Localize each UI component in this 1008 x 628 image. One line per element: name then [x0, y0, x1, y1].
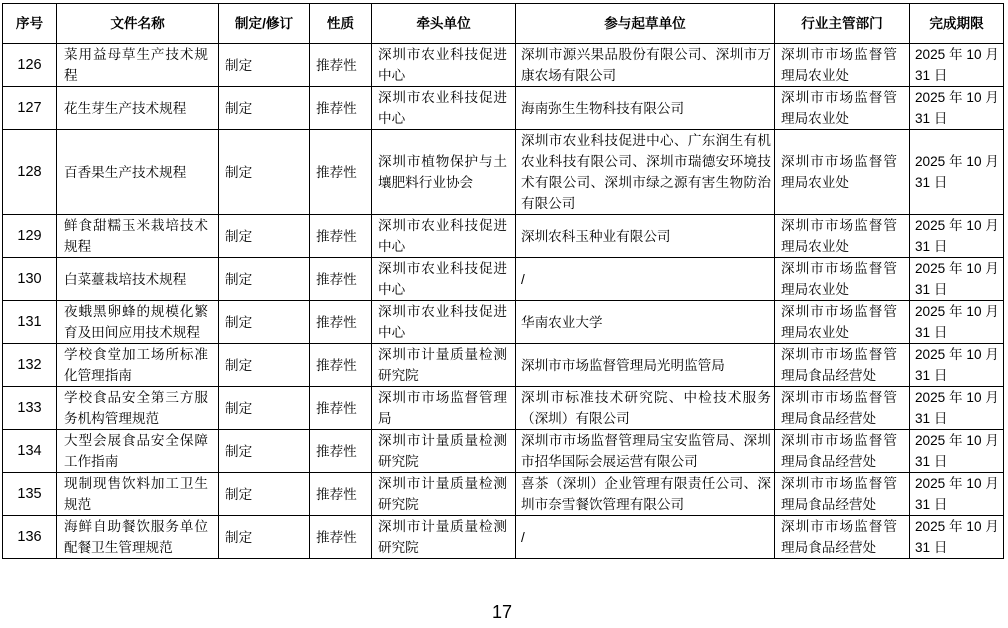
cell-formulate-revise: 制定 — [219, 387, 310, 430]
cell-deadline: 2025 年 10 月 31 日 — [910, 215, 1004, 258]
cell-competent-department: 深圳市市场监督管理局农业处 — [775, 87, 910, 130]
cell-competent-department: 深圳市市场监督管理局食品经营处 — [775, 430, 910, 473]
header-deadline: 完成期限 — [910, 4, 1004, 44]
cell-nature: 推荐性 — [310, 301, 372, 344]
cell-serial-number: 127 — [3, 87, 57, 130]
cell-deadline: 2025 年 10 月 31 日 — [910, 301, 1004, 344]
cell-document-name: 学校食堂加工场所标准化管理指南 — [57, 344, 219, 387]
cell-document-name: 学校食品安全第三方服务机构管理规范 — [57, 387, 219, 430]
cell-deadline: 2025 年 10 月 31 日 — [910, 130, 1004, 215]
cell-document-name: 现制现售饮料加工卫生规范 — [57, 473, 219, 516]
cell-competent-department: 深圳市市场监督管理局农业处 — [775, 258, 910, 301]
cell-competent-department: 深圳市市场监督管理局农业处 — [775, 301, 910, 344]
cell-document-name: 海鲜自助餐饮服务单位配餐卫生管理规范 — [57, 516, 219, 559]
cell-serial-number: 132 — [3, 344, 57, 387]
cell-nature: 推荐性 — [310, 387, 372, 430]
cell-serial-number: 126 — [3, 44, 57, 87]
cell-serial-number: 134 — [3, 430, 57, 473]
cell-lead-unit: 深圳市农业科技促进中心 — [372, 44, 516, 87]
cell-participating-units: / — [516, 516, 775, 559]
cell-participating-units: 深圳农科玉种业有限公司 — [516, 215, 775, 258]
cell-document-name: 白菜薹栽培技术规程 — [57, 258, 219, 301]
cell-formulate-revise: 制定 — [219, 87, 310, 130]
cell-lead-unit: 深圳市农业科技促进中心 — [372, 215, 516, 258]
cell-participating-units: 深圳市标准技术研究院、中检技术服务（深圳）有限公司 — [516, 387, 775, 430]
cell-competent-department: 深圳市市场监督管理局食品经营处 — [775, 473, 910, 516]
cell-deadline: 2025 年 10 月 31 日 — [910, 516, 1004, 559]
cell-nature: 推荐性 — [310, 44, 372, 87]
cell-formulate-revise: 制定 — [219, 344, 310, 387]
cell-formulate-revise: 制定 — [219, 473, 310, 516]
cell-participating-units: 华南农业大学 — [516, 301, 775, 344]
cell-serial-number: 131 — [3, 301, 57, 344]
cell-deadline: 2025 年 10 月 31 日 — [910, 430, 1004, 473]
cell-formulate-revise: 制定 — [219, 258, 310, 301]
cell-participating-units: 深圳市农业科技促进中心、广东润生有机农业科技有限公司、深圳市瑞德安环境技术有限公司、深圳市绿之源有害生物防治有限公司 — [516, 130, 775, 215]
cell-participating-units: 喜茶（深圳）企业管理有限责任公司、深圳市奈雪餐饮管理有限公司 — [516, 473, 775, 516]
cell-nature: 推荐性 — [310, 258, 372, 301]
cell-lead-unit: 深圳市计量质量检测研究院 — [372, 430, 516, 473]
cell-formulate-revise: 制定 — [219, 215, 310, 258]
cell-lead-unit: 深圳市农业科技促进中心 — [372, 301, 516, 344]
cell-competent-department: 深圳市市场监督管理局农业处 — [775, 215, 910, 258]
header-serial-number: 序号 — [3, 4, 57, 44]
cell-nature: 推荐性 — [310, 516, 372, 559]
cell-formulate-revise: 制定 — [219, 44, 310, 87]
cell-serial-number: 136 — [3, 516, 57, 559]
cell-document-name: 百香果生产技术规程 — [57, 130, 219, 215]
cell-lead-unit: 深圳市植物保护与土壤肥料行业协会 — [372, 130, 516, 215]
cell-nature: 推荐性 — [310, 473, 372, 516]
cell-participating-units: 深圳市市场监督管理局光明监管局 — [516, 344, 775, 387]
cell-nature: 推荐性 — [310, 430, 372, 473]
cell-nature: 推荐性 — [310, 344, 372, 387]
cell-lead-unit: 深圳市计量质量检测研究院 — [372, 516, 516, 559]
cell-document-name: 花生芽生产技术规程 — [57, 87, 219, 130]
cell-formulate-revise: 制定 — [219, 516, 310, 559]
cell-competent-department: 深圳市市场监督管理局农业处 — [775, 130, 910, 215]
cell-document-name: 鲜食甜糯玉米栽培技术规程 — [57, 215, 219, 258]
cell-lead-unit: 深圳市市场监督管理局 — [372, 387, 516, 430]
cell-deadline: 2025 年 10 月 31 日 — [910, 473, 1004, 516]
cell-document-name: 大型会展食品安全保障工作指南 — [57, 430, 219, 473]
cell-formulate-revise: 制定 — [219, 430, 310, 473]
cell-lead-unit: 深圳市农业科技促进中心 — [372, 87, 516, 130]
cell-nature: 推荐性 — [310, 130, 372, 215]
cell-deadline: 2025 年 10 月 31 日 — [910, 387, 1004, 430]
standards-plan-table — [2, 3, 1004, 559]
cell-formulate-revise: 制定 — [219, 130, 310, 215]
header-document-name: 文件名称 — [57, 4, 219, 44]
header-formulate-revise: 制定/修订 — [219, 4, 310, 44]
cell-participating-units: 深圳市市场监督管理局宝安监管局、深圳市招华国际会展运营有限公司 — [516, 430, 775, 473]
cell-participating-units: 海南弥生生物科技有限公司 — [516, 87, 775, 130]
header-participating-units: 参与起草单位 — [516, 4, 775, 44]
cell-lead-unit: 深圳市计量质量检测研究院 — [372, 473, 516, 516]
page-number: 17 — [491, 602, 513, 622]
cell-lead-unit: 深圳市计量质量检测研究院 — [372, 344, 516, 387]
header-competent-department: 行业主管部门 — [775, 4, 910, 44]
header-lead-unit: 牵头单位 — [372, 4, 516, 44]
cell-competent-department: 深圳市市场监督管理局食品经营处 — [775, 516, 910, 559]
cell-participating-units: / — [516, 258, 775, 301]
cell-competent-department: 深圳市市场监督管理局食品经营处 — [775, 344, 910, 387]
cell-lead-unit: 深圳市农业科技促进中心 — [372, 258, 516, 301]
cell-deadline: 2025 年 10 月 31 日 — [910, 44, 1004, 87]
cell-serial-number: 129 — [3, 215, 57, 258]
cell-serial-number: 133 — [3, 387, 57, 430]
cell-serial-number: 135 — [3, 473, 57, 516]
cell-competent-department: 深圳市市场监督管理局农业处 — [775, 44, 910, 87]
header-nature: 性质 — [310, 4, 372, 44]
cell-deadline: 2025 年 10 月 31 日 — [910, 258, 1004, 301]
cell-deadline: 2025 年 10 月 31 日 — [910, 344, 1004, 387]
cell-serial-number: 130 — [3, 258, 57, 301]
cell-document-name: 菜用益母草生产技术规程 — [57, 44, 219, 87]
cell-nature: 推荐性 — [310, 87, 372, 130]
cell-document-name: 夜蛾黑卵蜂的规模化繁育及田间应用技术规程 — [57, 301, 219, 344]
cell-formulate-revise: 制定 — [219, 301, 310, 344]
cell-nature: 推荐性 — [310, 215, 372, 258]
cell-competent-department: 深圳市市场监督管理局食品经营处 — [775, 387, 910, 430]
cell-participating-units: 深圳市源兴果品股份有限公司、深圳市万康农场有限公司 — [516, 44, 775, 87]
cell-deadline: 2025 年 10 月 31 日 — [910, 87, 1004, 130]
cell-serial-number: 128 — [3, 130, 57, 215]
